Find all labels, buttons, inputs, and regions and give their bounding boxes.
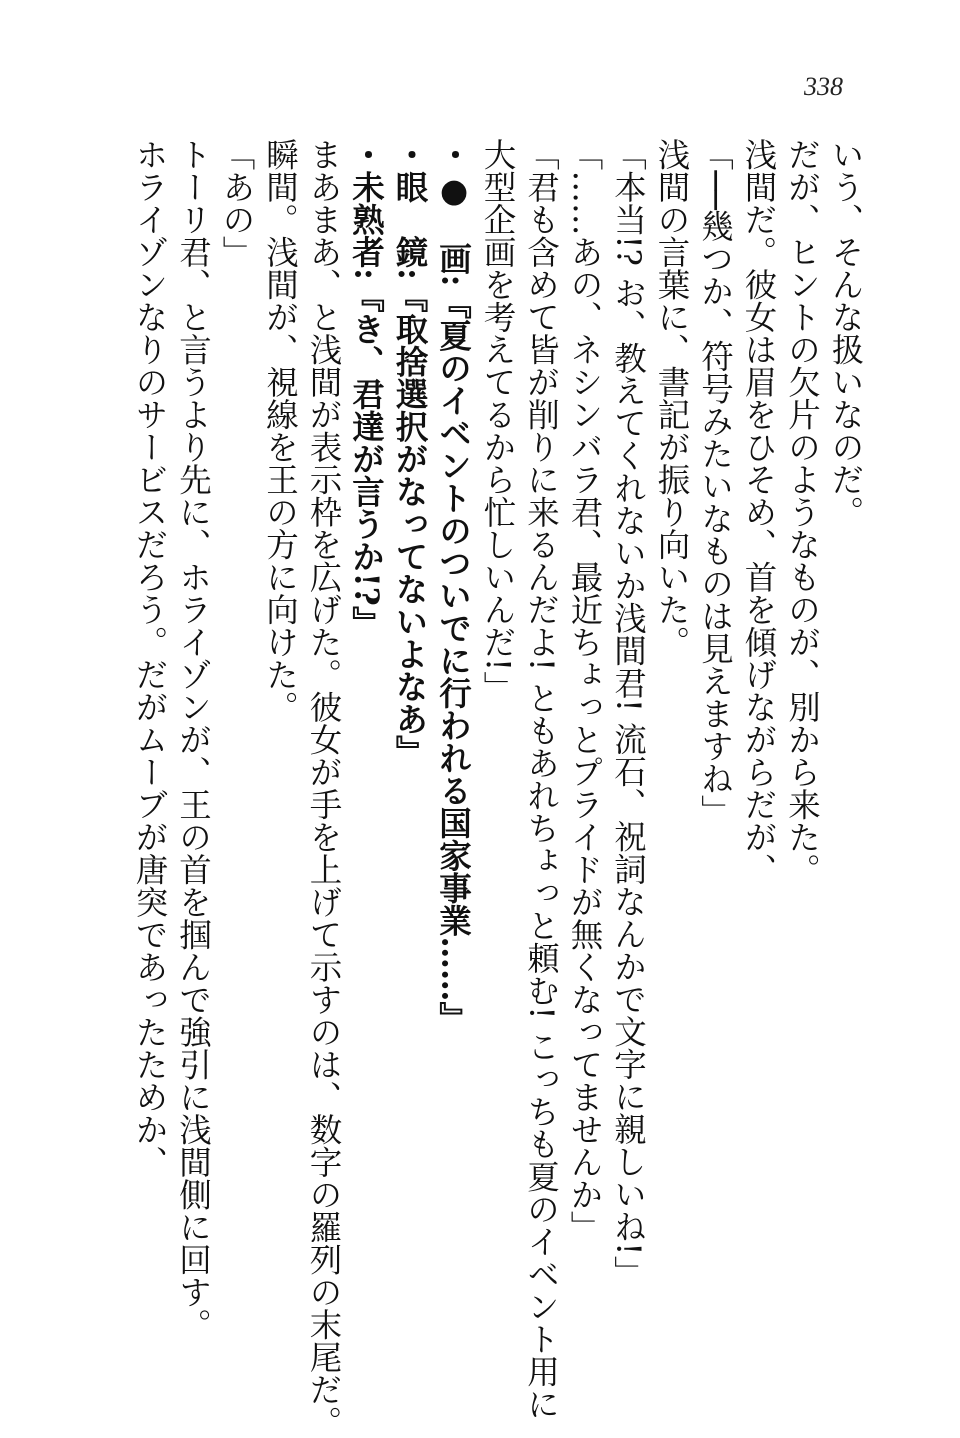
text-line: 大型企画を考えてるから忙しいんだ!」 <box>479 138 517 704</box>
text-line: まあまあ、と浅間が表示枠を広げた。彼女が手を上げて示すのは、数字の羅列の末尾だ。 <box>305 138 343 1438</box>
text-line: 瞬間。浅間が、視線を王の方に向けた。 <box>261 138 300 723</box>
text-line: 「……あの、ネシンバラ君、最近ちょっとプライドが無くなってませんか」 <box>566 138 604 1243</box>
text-line: ホライゾンなりのサービスだろう。だがムーブが唐突であったためか、 <box>131 138 169 1178</box>
text-line: だが、ヒントの欠片のようなものが、別から来た。 <box>783 138 822 886</box>
text-line: トーリ君、と言うより先に、ホライゾンが、王の首を掴んで強引に浅間側に回す。 <box>174 138 213 1341</box>
text-line: 「──幾つか、符号みたいなものは見えますね」 <box>696 138 735 828</box>
text-line: いう、そんな扱いなのだ。 <box>827 138 865 528</box>
text-line: 「本当!? お、教えてくれないか浅間君! 流石、祝詞なんかで文字に親しいね!」 <box>609 138 648 1288</box>
chat-line: ・● 画:『夏のイベントのついでに行われる国家事業……』 <box>434 138 474 1034</box>
text-line: 「君も含めて皆が削りに来るんだよ! ともあれちょっと頼む! こっちも夏のイベント用に <box>522 138 561 1420</box>
text-line: 浅間の言葉に、書記が振り向いた。 <box>653 138 691 658</box>
chat-line: ・眼 鏡:『取捨選択がなってないよなあ』 <box>391 138 430 768</box>
text-line: 浅間だ。彼女は眉をひそめ、首を傾げながらだが、 <box>740 138 778 886</box>
page-number: 338 <box>804 72 843 101</box>
text-line: 「あの」 <box>218 138 256 268</box>
chat-line: ・未熟者:『き、君達が言うか!?』 <box>347 138 387 639</box>
novel-text-column <box>115 138 867 1438</box>
